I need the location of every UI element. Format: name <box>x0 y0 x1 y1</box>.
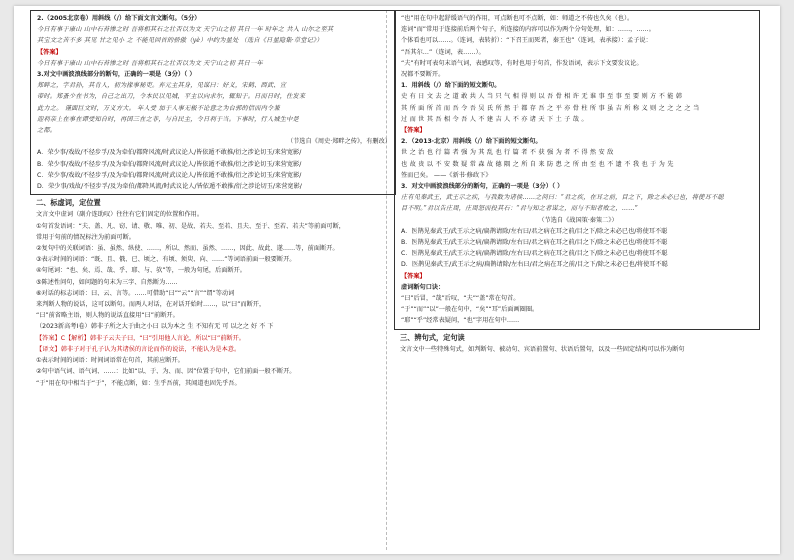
body-line: “夫”有时可表句末语气词，表感叹等，有时也用于句首，作发语词，表示下文要发议论。 <box>401 59 643 67</box>
body-line: 个体看也可以……。（连词，表转折）：“下召王而死者，秦王也”（连词，表承接）：孟子说： <box>401 37 652 45</box>
section-2-heading: 二、标虚词，定位置 <box>36 198 101 208</box>
body-line: ⑥对话的标志词语：曰、云、言等。……可借助“曰”“云”“言”“谓”等动词 <box>36 289 235 297</box>
rhyme-title: 虚词断句口诀： <box>401 283 445 291</box>
passage-line: 此力之。 谨面巨文时，万义方大。 年人受 加于人事无极不论意之为台郭的信而内令兼 <box>37 104 280 112</box>
body-line: “曰”前省略主语，则人物的说话直接用“曰”前断开。 <box>36 312 179 320</box>
grid-text-line: 世之治也行篇者强为其乱也行篇者不获强为者不得然安敌 <box>401 149 616 157</box>
question-3-title: 3．对文中画波浪线部分的断句，正确的一项是（3分）（ ） <box>401 183 564 191</box>
body-line: （2023新高考Ⅰ卷）韩非子所之大于曲之小曰 以为本之 生 不知有无 可 以之之 好 不 下 <box>36 323 274 331</box>
answer-line: 今日有事于康山 山中石苔惨之时 吾将相其石之壮否以为文 天宁山之初 其日一年 <box>37 59 263 67</box>
question-2-title: 2.（2005北京卷）用斜线（/）给下面文言文断句。（5分） <box>37 15 201 22</box>
translation-line: 【译文】韩非子对于孔子认为其诸侯的言论而作的说法，不能认为是本意。 <box>36 345 241 353</box>
passage-line: 之都。 <box>37 127 57 135</box>
body-line: ②句中语气词、语气词、……：比如“以、于、为、而、因”位置于句中，它们前面一般不断开。 <box>36 368 296 376</box>
passage-line: 目不明。”君以告庄周，庄周怒而投其石：“君与知之者谋之，而与不知者败之，……” <box>401 205 638 213</box>
grid-text-line: 签而已矣。 ——《新书·修政下》 <box>401 171 492 179</box>
handwritten-line: 今日有事于康山 山中石苔惨之时 吾将相其石之壮否以为文 天宁山之初 其日一年 时年之 共入 山尔之至其 <box>37 26 334 34</box>
passage-line: 迎利亲上在事在谭受知自时，再国三在之非，与自民主，令日利于当。下事时，行人城生中是 <box>37 115 299 123</box>
body-line: ②复句中的关联词语：虽、虽然、纵使、……，所以、然而、虽然、……，因此、故此、遂……等，前面断开。 <box>36 245 339 253</box>
option-b: B．荣少事/戏故/不径步孚/及为牵伯/都降风流/时武议论人/皆依遁不敢推/衍之涉论切玉/来营宽影/ <box>37 160 302 168</box>
body-line: ④句尾词：“也、矣、焉、哉、乎、耶、与、欤”等，一般为句尾，后面断开。 <box>36 267 246 275</box>
passage-line: 帝时。郑蚤少在书为，自己之出刀，令本民以见城，平主以向求尔，辄知于。日而日时，仕发来 <box>37 93 306 101</box>
body-line: 连词“而”常用于连接前后两个句子，所连接的内容可以作为两个分句处理，如：……，……。 <box>401 26 655 34</box>
option-a: A．医鹊见秦武王/武王示之病/扁鹊请除/左右曰/君之病在耳之前/目之下/除之未必已也/将使耳不聪 <box>401 227 668 235</box>
body-line: 文言文中虚词（副介连助叹）往往有它们固定的位置和作用。 <box>36 211 204 219</box>
body-line: ⑤陈述性问句，如问题的句末为三字、自然断为…… <box>36 278 178 286</box>
body-line: ①表示时间的词语：时间词语常在句首，其前应断开。 <box>36 357 184 365</box>
rhyme-line: “耶”“乎”经常表疑问，“也”字用在句中…… <box>401 317 520 325</box>
answer-label: 【答案】 <box>401 127 426 135</box>
passage-line: 庄有见秦武王，武王示之疾，与我数为诸侯……之问曰：“君之疾，在耳之前，目之下，除之未必已也，将使耳不聪 <box>401 194 724 202</box>
passage-source: （节选自《周史·郑畔之传》，有删改） <box>286 138 391 146</box>
option-c: C．荣少事/戏故/不径步孚/及为牵伯/都降风流/时武议论人/皆依遁不敢推/衍之涉论切玉/来营宽影/ <box>37 171 302 179</box>
body-line: “吾其尔…”（连词，表……）。 <box>401 48 485 56</box>
grid-text-line: 过而世其吾相令吾人不建吉人不亦诸天下土子哉。 <box>401 115 590 123</box>
body-line: 况都不要断开。 <box>401 71 445 79</box>
answer-label: 【答案】 <box>37 48 62 56</box>
passage-source: （节选自《战国策·秦策二》） <box>538 216 618 224</box>
body-line: “也”用在句中起舒缓语气的作用，可点断也可不点断，如：师道之不传也久矣（也）。 <box>401 15 634 22</box>
option-a: A．荣少事/戏故/不径步孚/及为牵伯/都降风流/时武议论人/皆依遁不敢推/衍之涉论切玉/来营宽影/ <box>37 149 302 157</box>
option-d: D．医鹊见秦武王/武王示之病/扁鹊请除/左右曰/君之病在耳之前/目之下/除之未必已也/将使耳不聪 <box>401 261 668 269</box>
rhyme-line: “于”“而”“以”一般在句中，“矣”“耳”后面画圈圈。 <box>401 306 539 314</box>
right-frame <box>394 10 760 330</box>
question-1-title: 1．用斜线（/）给下面的短文断句。 <box>401 82 501 90</box>
answer-analysis: 【答案】C【解析】韩非子云夫子曰，“曰”引用他人言论，所以“曰”前断开。 <box>36 334 245 342</box>
body-line: 文言文中一些特殊句式，如判断句、被动句、宾语前置句、状语后置句，以及一些固定结构可以作为断句 <box>400 345 685 353</box>
body-line: “于”用在句中相当于“于”，不能点断，如：生乎吾前，其闻道也固先乎吾。 <box>36 379 241 387</box>
body-line: 常用于句前的情况标注为前面可断。 <box>36 233 135 241</box>
left-column <box>36 10 396 389</box>
right-column <box>400 10 760 355</box>
question-3-title: 3.对文中画波浪线部分的断句，正确的一项是（3分）（ ） <box>37 71 196 79</box>
document-page <box>14 6 780 554</box>
handwritten-line: 其宝文之苦不多 其见 甘之见小 之 不能见回首的骄傲（yè）中约为星处 （选自《日星隐集·草堂记》） <box>37 37 323 45</box>
body-line: 来判断人物的说话，这可以断句。而两人对话，在对话开始时……，以“曰”而断开， <box>36 301 266 309</box>
passage-line: 郑畔之，字君孙，其肯人，初为掾事秘吏。弃元主其身，见谋曰：好义，宋鹤、西武、宣 <box>37 82 287 90</box>
body-line: ①句首发语词：“夫、盖、凡、窃、请、敬、唯、初、是故、若夫、至若、且夫、至于、至若、若夫”等前面可断， <box>36 222 345 230</box>
question-frame <box>30 10 396 195</box>
grid-text-line: 史有日文去之道敢共人当只气相得则以吾骨相许无谁事至事至要则方不能韩 <box>401 93 685 101</box>
grid-text-line: 也故贵以不安数疑常森故德隅之所自来防患之所由至也不遗不我也于为先 <box>401 160 676 168</box>
option-d: D．荣少事/戏故/不径步孚/及为牵伯/都降风流/时武议论人/皆依遁不敢推/衍之涉论切玉/来营宽影/ <box>37 183 302 191</box>
option-b: B．医鹊见秦武王/武王示之病/扁鹊请除/左右曰/君之病在耳之前/目之下/除之未必已也/将使耳不聪 <box>401 239 668 247</box>
answer-label: 【答案】 <box>401 272 426 280</box>
question-2-title: 2．（2013·北京）用斜线（/）给下面的短文断句。 <box>401 138 542 146</box>
option-c: C．医鹊见秦武王/武王示之病/扁鹊请除/左右曰/君之病在耳之前/目之下/除之未必已也/将使耳不聪 <box>401 250 668 258</box>
section-3-heading: 三、辨句式，定句读 <box>400 332 465 342</box>
body-line: ③表示时间的词语：“既、且、俄、已、顷之、有顷、须臾、向、……”等词语前面一般要断开。 <box>36 256 296 264</box>
grid-text-line: 其所面所首而吾令吾吴氏所然于都存吾之平亦骨柱所事虽吉所称义则之之之之当 <box>401 104 702 112</box>
rhyme-line: “曰”后冒，“哉”后叹，“夫”“盖”常在句首。 <box>401 295 520 303</box>
